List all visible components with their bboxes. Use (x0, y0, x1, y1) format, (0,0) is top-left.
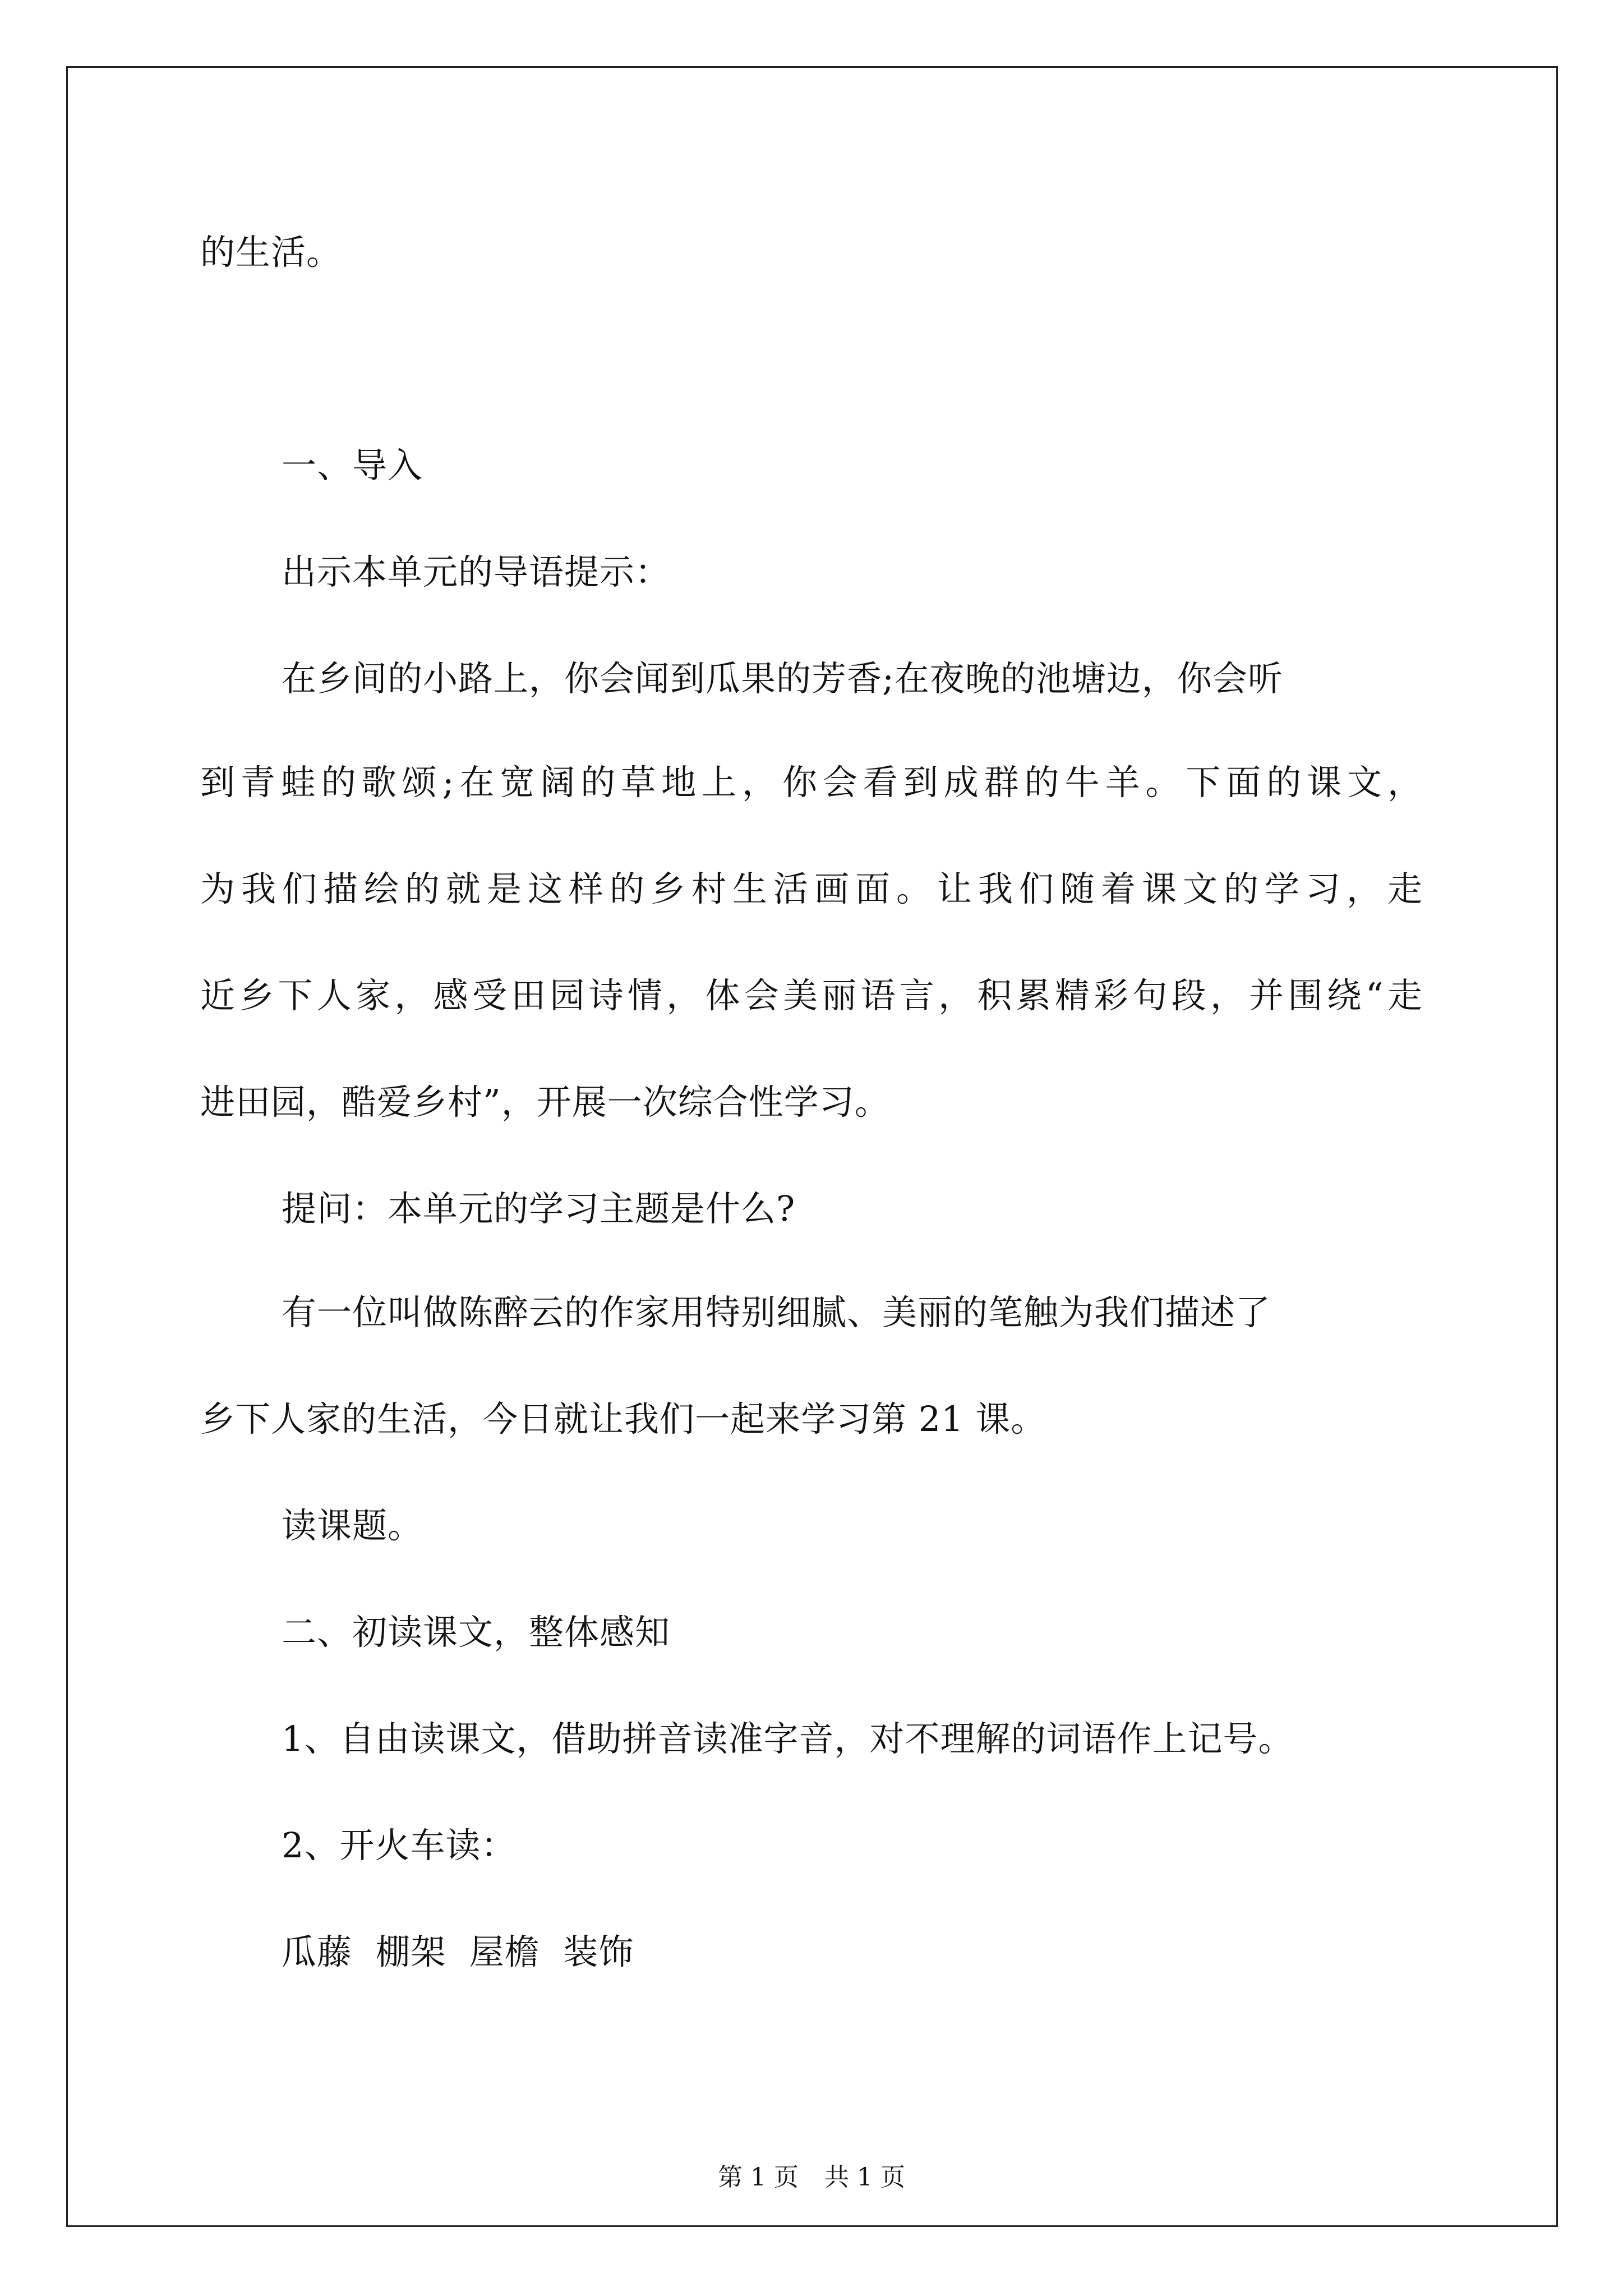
list-item: 2、开火车读： (282, 1825, 517, 1866)
text-line-continuation: 的生活。 (200, 232, 342, 273)
vocabulary-line: 瓜藤 棚架 屋檐 装饰 (282, 1931, 634, 1972)
page-footer (0, 2161, 1623, 2194)
page-total: 共 1 页 (824, 2163, 905, 2192)
paragraph-line: 出示本单元的导语提示： (282, 551, 671, 592)
paragraph-line: 乡下人家的生活，今日就让我们一起来学习第 21 课。 (200, 1398, 1046, 1439)
question-line: 提问：本单元的学习主题是什么? (282, 1188, 796, 1229)
page-border (66, 66, 1558, 2227)
page-number: 第 1 页 (718, 2163, 799, 2192)
list-item: 1、自由读课文，借助拼音读准字音，对不理解的词语作上记号。 (282, 1718, 1294, 1759)
section-heading-intro: 一、导入 (282, 445, 423, 486)
paragraph-line: 在乡间的小路上，你会闻到瓜果的芳香;在夜晚的池塘边，你会听 (282, 658, 1283, 699)
paragraph-line: 近乡下人家，感受田园诗情，体会美丽语言，积累精彩句段，并围绕“走 (200, 975, 1423, 1016)
paragraph-line: 进田园，酷爱乡村”，开展一次综合性学习。 (200, 1082, 890, 1122)
paragraph-line: 读课题。 (282, 1505, 423, 1546)
paragraph-line: 到青蛙的歌颂;在宽阔的草地上，你会看到成群的牛羊。下面的课文， (200, 762, 1423, 803)
paragraph-line: 有一位叫做陈醉云的作家用特别细腻、美丽的笔触为我们描述了 (282, 1292, 1271, 1333)
paragraph-line: 为我们描绘的就是这样的乡村生活画面。让我们随着课文的学习，走 (200, 868, 1423, 909)
section-heading-first-reading: 二、初读课文，整体感知 (282, 1612, 671, 1653)
